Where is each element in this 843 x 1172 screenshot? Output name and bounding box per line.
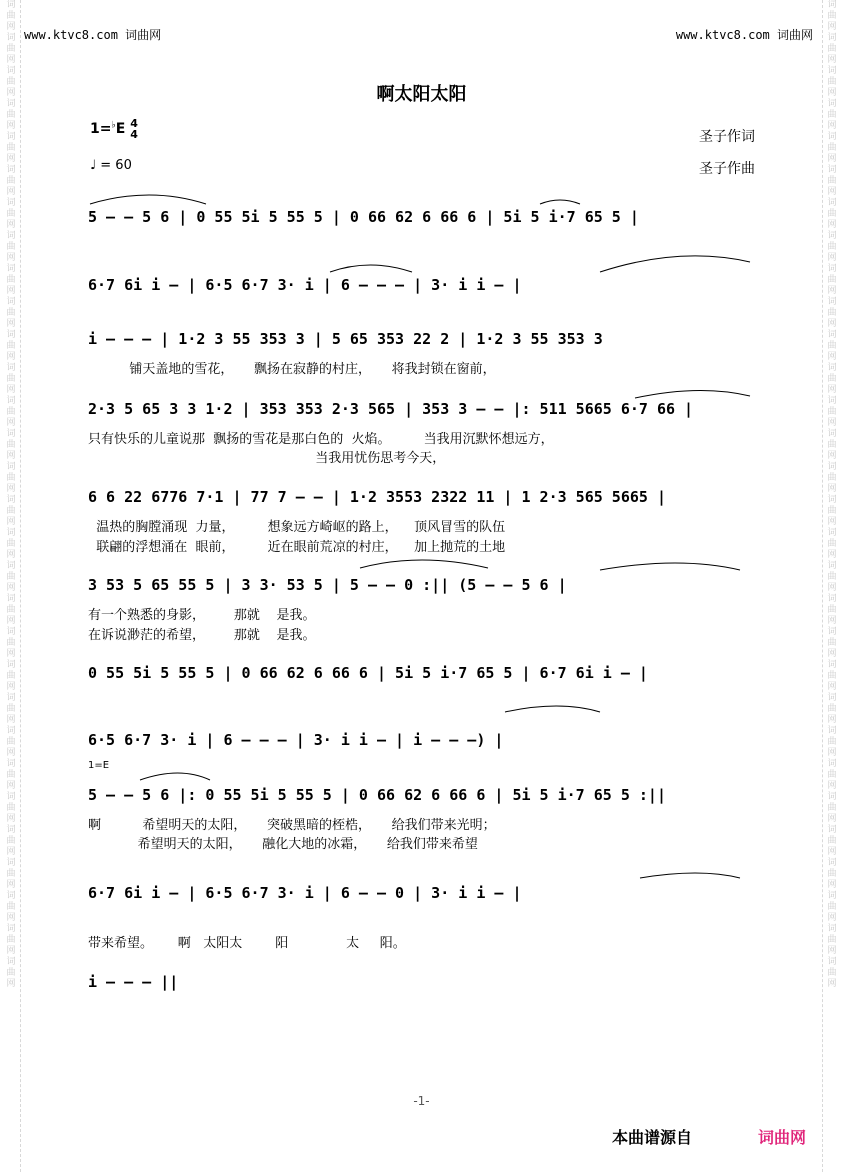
watermark-char: 网	[827, 847, 837, 857]
watermark-char: 词	[827, 792, 837, 802]
key-note: E	[115, 121, 126, 137]
watermark-char: 网	[6, 616, 16, 626]
watermark-char: 曲	[6, 770, 16, 780]
watermark-char: 曲	[6, 935, 16, 945]
watermark-char: 词	[6, 792, 16, 802]
notation-line-5: 6 6 22 6776 7·1 | 77 7 — — | 1·2 3553 2322 11 | 1 2·3 565 5665 |	[88, 488, 666, 506]
lyric-line-4b: 当我用忧伤思考今天，	[88, 451, 446, 466]
watermark-char: 网	[6, 913, 16, 923]
watermark-char: 曲	[827, 671, 837, 681]
watermark-char: 曲	[6, 968, 16, 978]
slur	[140, 773, 210, 780]
watermark-char: 词	[827, 231, 837, 241]
lyric-line-3: 铺天盖地的雪花， 飘扬在寂静的村庄， 将我封锁在窗前，	[88, 362, 496, 377]
notation-line-9: 5 — — 5 6 |: 0 55 5i 5 55 5 | 0 66 62 6 66 6 | 5i 5 i·7 65 5 :||	[88, 786, 666, 804]
watermark-char: 词	[6, 462, 16, 472]
time-signature	[130, 118, 138, 140]
watermark-char: 曲	[6, 671, 16, 681]
watermark-char: 曲	[6, 902, 16, 912]
watermark-char: 曲	[6, 440, 16, 450]
watermark-char: 网	[827, 484, 837, 494]
slur	[330, 265, 412, 272]
watermark-char: 曲	[6, 341, 16, 351]
watermark-char: 网	[827, 517, 837, 527]
watermark-char: 曲	[6, 242, 16, 252]
watermark-char: 词	[827, 924, 837, 934]
watermark-char: 网	[6, 418, 16, 428]
watermark-char: 词	[827, 528, 837, 538]
watermark-char: 网	[827, 913, 837, 923]
watermark-char: 网	[6, 550, 16, 560]
watermark-char: 词	[827, 891, 837, 901]
slur	[540, 200, 580, 204]
watermark-char: 词	[6, 528, 16, 538]
notation-line-1: 5 — — 5 6 | 0 55 5i 5 55 5 | 0 66 62 6 66 6 | 5i 5 i·7 65 5 |	[88, 208, 639, 226]
watermark-char: 词	[6, 297, 16, 307]
key-change-mark: 1=E	[88, 760, 110, 771]
watermark-char: 词	[827, 198, 837, 208]
site-url-right[interactable]: www.ktvc8.com 词曲网	[675, 28, 813, 42]
watermark-char: 词	[6, 66, 16, 76]
watermark-char: 网	[6, 880, 16, 890]
watermark-char: 网	[827, 418, 837, 428]
watermark-char: 曲	[6, 407, 16, 417]
watermark-char: 网	[827, 781, 837, 791]
notation-line-3: i — — — | 1·2 3 55 353 3 | 5 65 353 22 2 | 1·2 3 55 353 3	[88, 330, 603, 348]
watermark-char: 曲	[827, 407, 837, 417]
site-url-left[interactable]: www.ktvc8.com 词曲网	[24, 28, 162, 42]
watermark-char: 词	[6, 495, 16, 505]
watermark-char: 词	[827, 561, 837, 571]
watermark-char: 词	[6, 627, 16, 637]
watermark-char: 网	[6, 55, 16, 65]
lyric-line-10: 带来希望。 啊 太阳太 阳 太 阳。	[88, 936, 406, 951]
watermark-char: 网	[6, 22, 16, 32]
watermark-char: 词	[827, 957, 837, 967]
notation-line-4: 2·3 5 65 3 3 1·2 | 353 353 2·3 565 | 353 3 — — |: 511 5665 6·7 66 |	[88, 400, 694, 418]
watermark-char: 曲	[827, 44, 837, 54]
watermark-char: 词	[827, 132, 837, 142]
watermark-char: 词	[6, 693, 16, 703]
watermark-char: 词	[827, 660, 837, 670]
watermark-char: 词	[827, 594, 837, 604]
watermark-char: 网	[827, 319, 837, 329]
watermark-char: 曲	[6, 110, 16, 120]
watermark-char: 曲	[6, 869, 16, 879]
watermark-char: 曲	[6, 275, 16, 285]
watermark-char: 网	[6, 715, 16, 725]
watermark-char: 网	[827, 715, 837, 725]
watermark-right-column	[822, 0, 841, 1172]
watermark-char: 网	[6, 121, 16, 131]
watermark-char: 网	[6, 319, 16, 329]
watermark-char: 网	[827, 880, 837, 890]
watermark-char: 词	[6, 429, 16, 439]
watermark-char: 词	[827, 330, 837, 340]
watermark-char: 词	[827, 495, 837, 505]
source-label: 本曲谱源自	[612, 1128, 693, 1147]
watermark-char: 曲	[827, 440, 837, 450]
watermark-char: 词	[6, 396, 16, 406]
watermark-char: 网	[827, 352, 837, 362]
watermark-char: 曲	[827, 341, 837, 351]
watermark-char: 曲	[827, 209, 837, 219]
watermark-char: 网	[6, 451, 16, 461]
watermark-char: 词	[6, 957, 16, 967]
watermark-char: 网	[6, 286, 16, 296]
time-top: 4	[130, 117, 138, 130]
flat-sign: ♭	[111, 120, 116, 131]
key-prefix: 1=	[90, 121, 112, 137]
watermark-char: 词	[6, 363, 16, 373]
watermark-char: 曲	[6, 77, 16, 87]
watermark-char: 词	[827, 693, 837, 703]
watermark-char: 曲	[6, 176, 16, 186]
watermark-char: 曲	[6, 803, 16, 813]
watermark-char: 曲	[827, 638, 837, 648]
watermark-char: 词	[827, 462, 837, 472]
notation-line-10: 6·7 6i i — | 6·5 6·7 3· i | 6 — — 0 | 3· i i — |	[88, 884, 522, 902]
watermark-char: 网	[6, 979, 16, 989]
key-signature	[90, 118, 138, 140]
watermark-char: 词	[6, 594, 16, 604]
watermark-char: 网	[827, 154, 837, 164]
quarter-note-icon: ♩	[90, 158, 97, 173]
slur	[360, 560, 488, 568]
watermark-char: 网	[827, 253, 837, 263]
tempo-marking	[90, 158, 132, 173]
watermark-char: 网	[827, 22, 837, 32]
watermark-char: 曲	[827, 506, 837, 516]
watermark-char: 网	[6, 748, 16, 758]
watermark-char: 网	[827, 649, 837, 659]
watermark-char: 曲	[6, 836, 16, 846]
tempo-value: = 60	[100, 158, 132, 173]
notation-line-11: i — — — ||	[88, 973, 179, 991]
watermark-char: 曲	[827, 572, 837, 582]
watermark-char: 词	[6, 858, 16, 868]
watermark-char: 词	[827, 759, 837, 769]
notation-line-7: 0 55 5i 5 55 5 | 0 66 62 6 66 6 | 5i 5 i·7 65 5 | 6·7 6i i — |	[88, 664, 648, 682]
watermark-char: 网	[827, 220, 837, 230]
lyric-line-6b: 在诉说渺茫的希望， 那就 是我。	[88, 628, 316, 643]
watermark-char: 网	[827, 286, 837, 296]
watermark-char: 词	[6, 891, 16, 901]
watermark-char: 曲	[827, 77, 837, 87]
watermark-char: 词	[6, 924, 16, 934]
watermark-char: 词	[827, 99, 837, 109]
watermark-char: 曲	[827, 374, 837, 384]
watermark-char: 词	[6, 561, 16, 571]
watermark-char: 曲	[827, 968, 837, 978]
watermark-char: 曲	[6, 374, 16, 384]
slur	[635, 390, 750, 398]
watermark-char: 网	[6, 484, 16, 494]
watermark-char: 网	[6, 154, 16, 164]
watermark-char: 曲	[827, 902, 837, 912]
watermark-char: 网	[827, 748, 837, 758]
watermark-char: 曲	[827, 275, 837, 285]
song-title: 啊太阳太阳	[376, 84, 467, 105]
slur	[600, 563, 740, 570]
watermark-char: 曲	[827, 242, 837, 252]
watermark-char: 词	[827, 429, 837, 439]
watermark-char: 词	[827, 33, 837, 43]
brand-link[interactable]: 词曲网	[758, 1128, 807, 1147]
watermark-char: 曲	[827, 770, 837, 780]
watermark-char: 曲	[827, 539, 837, 549]
watermark-char: 曲	[6, 539, 16, 549]
watermark-char: 曲	[827, 473, 837, 483]
watermark-char: 词	[6, 660, 16, 670]
watermark-char: 词	[6, 132, 16, 142]
watermark-char: 曲	[827, 308, 837, 318]
lyric-line-9a: 啊 希望明天的太阳， 突破黑暗的桎梏， 给我们带来光明；	[88, 818, 496, 833]
watermark-char: 曲	[6, 737, 16, 747]
watermark-char: 网	[827, 121, 837, 131]
watermark-char: 曲	[6, 605, 16, 615]
watermark-char: 曲	[827, 935, 837, 945]
watermark-char: 网	[827, 451, 837, 461]
lyric-line-9b: 希望明天的太阳， 融化大地的冰霜， 给我们带来希望	[88, 837, 478, 852]
watermark-char: 词	[6, 726, 16, 736]
watermark-char: 网	[827, 682, 837, 692]
composer-credit: 圣子作曲	[699, 161, 755, 177]
watermark-char: 曲	[827, 737, 837, 747]
watermark-char: 网	[6, 253, 16, 263]
watermark-char: 曲	[6, 209, 16, 219]
watermark-char: 词	[6, 198, 16, 208]
watermark-char: 词	[827, 66, 837, 76]
lyric-line-6a: 有一个熟悉的身影， 那就 是我。	[88, 608, 316, 623]
page-number: -1-	[413, 1094, 430, 1108]
watermark-char: 词	[827, 264, 837, 274]
slur	[640, 873, 740, 878]
watermark-char: 网	[6, 88, 16, 98]
watermark-char: 网	[827, 616, 837, 626]
watermark-char: 曲	[827, 605, 837, 615]
watermark-char: 曲	[827, 704, 837, 714]
watermark-char: 曲	[827, 836, 837, 846]
time-bottom: 4	[130, 128, 138, 141]
watermark-char: 词	[827, 165, 837, 175]
lyricist-credit: 圣子作词	[699, 129, 755, 145]
watermark-char: 曲	[827, 803, 837, 813]
watermark-char: 词	[6, 0, 16, 10]
watermark-char: 网	[827, 550, 837, 560]
watermark-char: 词	[6, 330, 16, 340]
watermark-char: 曲	[6, 473, 16, 483]
watermark-char: 词	[6, 99, 16, 109]
watermark-char: 词	[6, 165, 16, 175]
notation-line-8: 6·5 6·7 3· i | 6 — — — | 3· i i — | i — — —) |	[88, 731, 504, 749]
watermark-char: 词	[6, 759, 16, 769]
watermark-char: 网	[827, 385, 837, 395]
watermark-char: 网	[6, 187, 16, 197]
watermark-char: 网	[827, 979, 837, 989]
watermark-char: 曲	[6, 572, 16, 582]
watermark-char: 网	[827, 814, 837, 824]
lyric-line-5a: 温热的胸膛涌现 力量， 想象远方崎岖的路上， 顶风冒雪的队伍	[88, 520, 506, 535]
watermark-char: 词	[6, 231, 16, 241]
watermark-char: 曲	[827, 110, 837, 120]
watermark-char: 网	[6, 583, 16, 593]
slur	[505, 706, 600, 712]
watermark-char: 词	[827, 0, 837, 10]
watermark-char: 词	[827, 363, 837, 373]
watermark-char: 网	[6, 682, 16, 692]
watermark-char: 曲	[827, 869, 837, 879]
watermark-char: 网	[6, 352, 16, 362]
watermark-char: 曲	[6, 143, 16, 153]
watermark-char: 曲	[6, 506, 16, 516]
watermark-char: 网	[6, 814, 16, 824]
watermark-char: 词	[6, 825, 16, 835]
watermark-char: 词	[827, 858, 837, 868]
watermark-char: 曲	[827, 11, 837, 21]
watermark-char: 网	[6, 781, 16, 791]
notation-line-6: 3 53 5 65 55 5 | 3 3· 53 5 | 5 — — 0 :|| (5 — — 5 6 |	[88, 576, 567, 594]
watermark-char: 曲	[6, 44, 16, 54]
watermark-char: 网	[6, 517, 16, 527]
watermark-char: 网	[6, 649, 16, 659]
watermark-char: 网	[6, 847, 16, 857]
notation-line-2: 6·7 6i i — | 6·5 6·7 3· i | 6 — — — | 3· i i — |	[88, 276, 522, 294]
watermark-char: 网	[827, 187, 837, 197]
slur	[90, 195, 206, 204]
watermark-char: 曲	[6, 704, 16, 714]
watermark-char: 曲	[827, 143, 837, 153]
watermark-char: 词	[827, 825, 837, 835]
watermark-char: 网	[6, 385, 16, 395]
watermark-char: 词	[827, 726, 837, 736]
watermark-char: 曲	[6, 308, 16, 318]
watermark-char: 网	[827, 55, 837, 65]
watermark-char: 网	[827, 88, 837, 98]
watermark-left-column	[2, 0, 21, 1172]
watermark-char: 曲	[6, 11, 16, 21]
watermark-char: 曲	[6, 638, 16, 648]
watermark-char: 词	[6, 264, 16, 274]
lyric-line-4a: 只有快乐的儿童说那 飘扬的雪花是那白色的 火焰。 当我用沉默怀想远方，	[88, 432, 554, 447]
watermark-char: 曲	[827, 176, 837, 186]
watermark-char: 词	[827, 396, 837, 406]
lyric-line-5b: 联翩的浮想涌在 眼前， 近在眼前荒凉的村庄， 加上抛荒的土地	[88, 540, 506, 555]
watermark-char: 词	[6, 33, 16, 43]
slur	[600, 256, 750, 272]
watermark-char: 词	[827, 297, 837, 307]
watermark-char: 网	[827, 583, 837, 593]
watermark-char: 网	[6, 946, 16, 956]
watermark-char: 网	[827, 946, 837, 956]
watermark-char: 词	[827, 627, 837, 637]
watermark-char: 网	[6, 220, 16, 230]
